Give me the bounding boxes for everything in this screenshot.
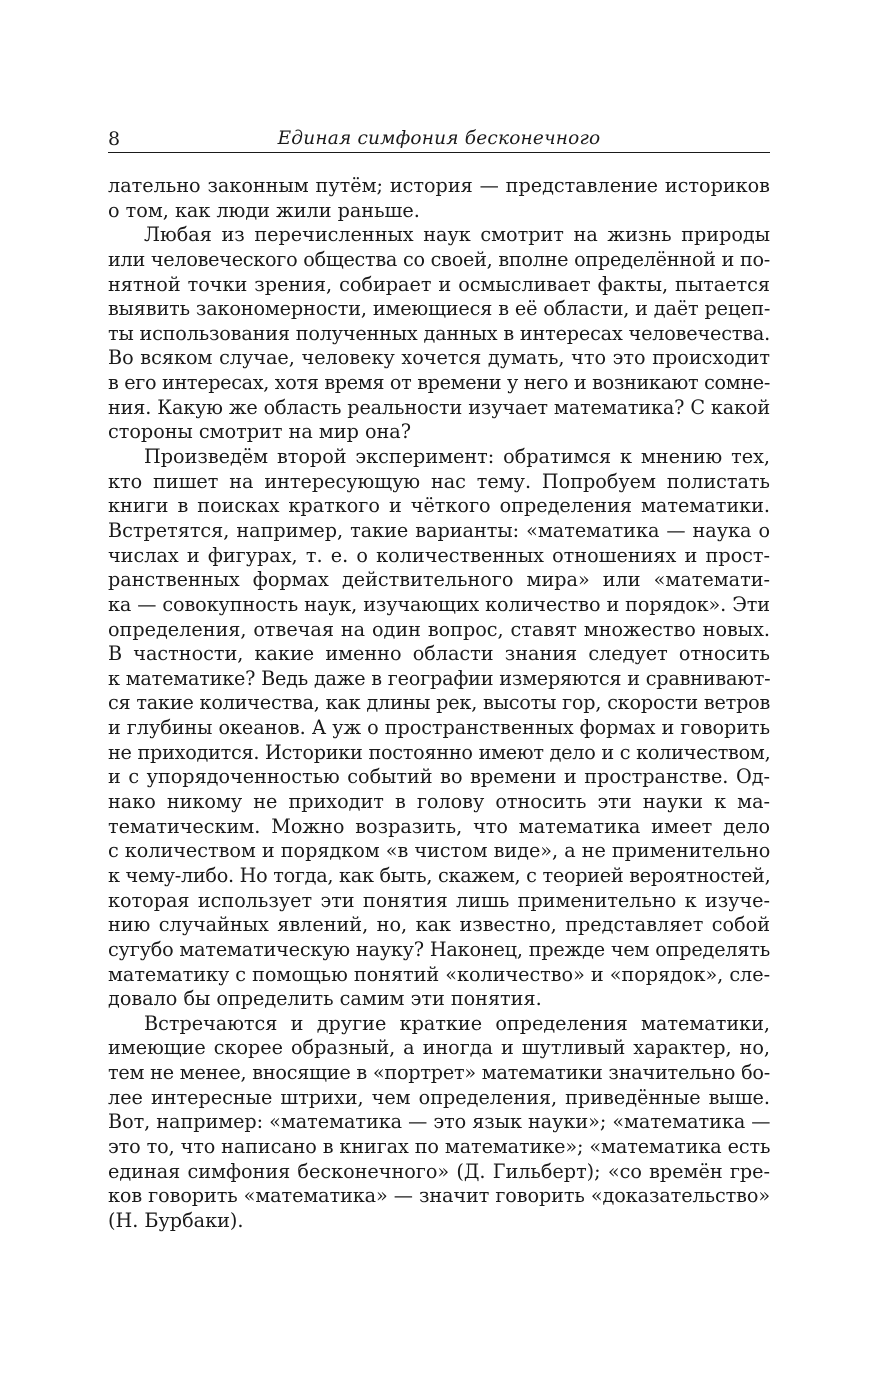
text-line: Встретятся, например, такие варианты: «математика — наука о (108, 518, 770, 542)
text-line: Вот, например: «математика — это язык науки»; «математика — (108, 1110, 771, 1134)
text-line: стороны смотрит на мир она? (108, 420, 412, 444)
text-line: или человеческого общества со своей, вполне определённой и по- (108, 247, 770, 271)
text-line: сугубо математическую науку? Наконец, прежде чем определять (108, 937, 771, 961)
text-line: тем не менее, вносящие в «портрет» математики значительно бо- (108, 1061, 771, 1085)
body-text (108, 174, 770, 1234)
text-line: которая использует эти понятия лишь применительно к изуче- (108, 888, 770, 912)
text-line: выявить закономерности, имеющиеся в её области, и даёт рецеп- (108, 297, 771, 321)
text-line: единая симфония бесконечного» (Д. Гильберт); «со времён гре- (108, 1159, 770, 1183)
paragraph (108, 223, 770, 445)
text-line: ка — совокупность наук, изучающих количество и порядок». Эти (108, 592, 770, 616)
running-head (108, 126, 770, 153)
text-line: книги в поисках краткого и чёткого определения математики. (108, 494, 770, 518)
text-line: и глубины океанов. А уж о пространственных формах и говорить (108, 716, 770, 740)
text-line: В частности, какие именно области знания следует относить (108, 642, 770, 666)
text-line: ков говорить «математика» — значит говорить «доказательство» (108, 1184, 770, 1208)
text-line: к чему-либо. Но тогда, как быть, скажем, с теорией вероятностей, (108, 863, 771, 887)
text-line: кто пишет на интересующую нас тему. Попробуем полистать (108, 469, 770, 493)
paragraph (108, 174, 770, 223)
text-line: нако никому не приходит в голову относить эти науки к ма- (108, 790, 770, 814)
text-line: довало бы определить самим эти понятия. (108, 987, 542, 1011)
text-line: в его интересах, хотя время от времени у него и возникают сомне- (108, 371, 770, 395)
text-line: имеющие скорее образный, а иногда и шутливый характер, но, (108, 1036, 770, 1060)
text-line: ся такие количества, как длины рек, высоты гор, скорости ветров (108, 691, 771, 715)
text-line: ния. Какую же область реальности изучает математика? С какой (108, 395, 770, 419)
text-line: и с упорядоченностью событий во времени и пространстве. Од- (108, 765, 770, 789)
text-line: лее интересные штрихи, чем определения, приведённые выше. (108, 1085, 770, 1109)
text-line: математику с помощью понятий «количество» и «порядок», сле- (108, 962, 771, 986)
text-line: Во всяком случае, человеку хочется думать, что это происходит (108, 346, 770, 370)
text-line: Любая из перечисленных наук смотрит на жизнь природы (144, 223, 770, 247)
text-line: не приходится. Историки постоянно имеют дело и с количеством, (108, 740, 771, 764)
running-title: Единая симфония бесконечного (277, 128, 601, 149)
text-line: числах и фигурах, т. е. о количественных отношениях и прост- (108, 543, 770, 567)
text-line: Встречаются и другие краткие определения математики, (144, 1011, 770, 1035)
text-line: тематическим. Можно возразить, что математика имеет дело (108, 814, 770, 838)
text-line: ты использования полученных данных в интересах человечества. (108, 321, 771, 345)
text-line: с количеством и порядком «в чистом виде», а не применительно (108, 839, 771, 863)
text-line: к математике? Ведь даже в географии измеряются и сравнивают- (108, 666, 771, 690)
text-line: лательно законным путём; история — представление историков (108, 174, 770, 197)
text-line: о том, как люди жили раньше. (108, 198, 420, 222)
text-line: (Н. Бурбаки). (108, 1208, 244, 1232)
text-line: определения, отвечая на один вопрос, ставят множество новых. (108, 617, 770, 641)
page-number: 8 (108, 128, 121, 150)
text-line: ранственных формах действительного мира» или «математи- (108, 568, 770, 592)
text-line: нятной точки зрения, собирает и осмысливает факты, пытается (108, 272, 770, 296)
paragraph (108, 445, 770, 1012)
paragraph (108, 1012, 770, 1234)
text-line: это то, что написано в книгах по математике»; «математика есть (108, 1134, 771, 1158)
text-line: нию случайных явлений, но, как известно, представляет собой (108, 913, 770, 937)
text-line: Произведём второй эксперимент: обратимся к мнению тех, (144, 445, 770, 469)
